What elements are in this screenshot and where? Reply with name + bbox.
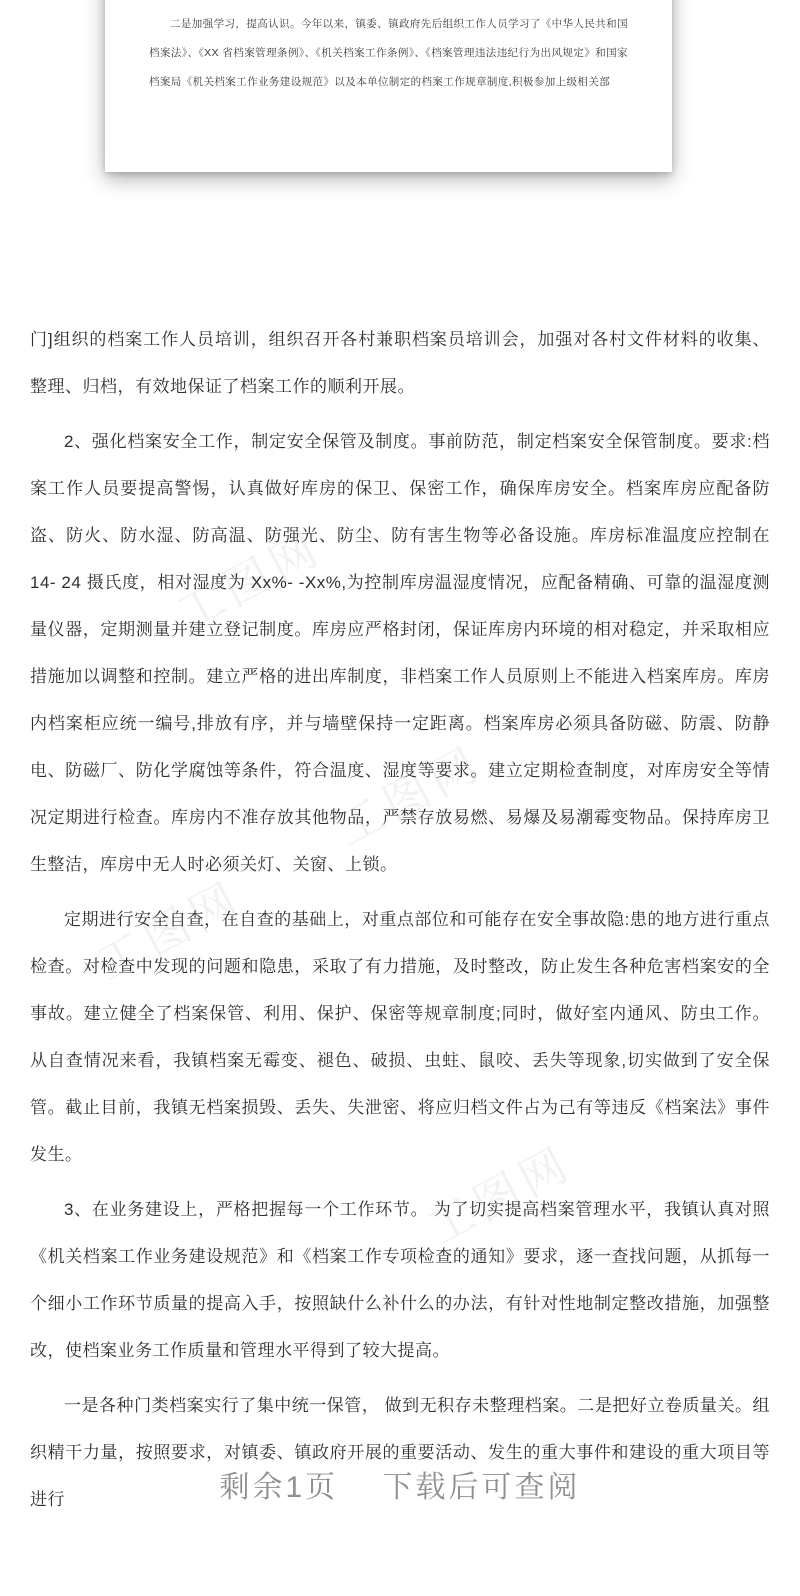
remaining-pages-text: 剩余1页 下载后可查阅 [219, 1471, 581, 1504]
site-watermark: 工图网 [168, 521, 331, 641]
preview-card-text: 二是加强学习，提高认识。今年以来，镇委、镇政府先后组织工作人员学习了《中华人民共和国档案法》、《XX 省档案管理条例》、《机关档案工作条例》、《档案管理违法违纪行为出风规定》和国家档案局《机关档案工作业务建设规范》以及本单位制定的档案工作规章制度,积极参加上级相关部 [149, 18, 628, 88]
site-watermark: 工图网 [328, 736, 491, 856]
doc-paragraph-centralized-storage: 一是各种门类档案实行了集中统一保管， 做到无积存未整理档案。二是把好立卷质量关。组织精干力量，按照要求，对镇委、镇政府开展的重要活动、发生的重大事件和建设的重大项目等进行 [30, 1396, 770, 1509]
site-watermark: 工图网 [418, 1136, 581, 1256]
doc-paragraph-continuation: 门]组织的档案工作人员培训，组织召开各村兼职档案员培训会，加强对各村文件材料的收集、整理、归档，有效地保证了档案工作的顺利开展。 [30, 330, 770, 396]
remaining-pages-notice [0, 1462, 800, 1506]
page-preview-card [105, 0, 672, 172]
doc-paragraph-business-building: 3、在业务建设上，严格把握每一个工作环节。 为了切实提高档案管理水平，我镇认真对照《机关档案工作业务建设规范》和《档案工作专项检查的通知》要求，逐一查找问题，从抓每一个细小工作环节质量的提高入手，按照缺什么补什么的办法，有针对性地制定整改措施，加强整改，使档案业务工作质量和管理水平得到了较大提高。 [30, 1200, 770, 1360]
doc-paragraph-safety-management: 2、强化档案安全工作，制定安全保管及制度。事前防范，制定档案安全保管制度。要求:档案工作人员要提高警惕，认真做好库房的保卫、保密工作，确保库房安全。档案库房应配备防盗、防火、防水湿、防高温、防强光、防尘、防有害生物等必备设施。库房标准温度应控制在 14- 24 摄氏度，相对湿度为 Xx%- -Xx%,为控制库房温湿度情况，应配备精确、可靠的温湿度测量仪器，定期测量并建立登记制度。库房应严格封闭，保证库房内环境的相对稳定，并采取相应措施加以调整和控制。建立严格的进出库制度，非档案工作人员原则上不能进入档案库房。库房内档案柜应统一编号,排放有序，并与墙壁保持一定距离。档案库房必须具备防磁、防震、防静电、防磁厂、防化学腐蚀等条件，符合温度、湿度等要求。建立定期检查制度，对库房安全等情况定期进行检查。库房内不准存放其他物品，严禁存放易燃、易爆及易潮霉变物品。保持库房卫生整洁，库房中无人时必须关灯、关窗、上锁。 [30, 432, 770, 874]
site-watermark: 工图网 [88, 871, 251, 991]
doc-paragraph-self-inspection: 定期进行安全自查，在自查的基础上，对重点部位和可能存在安全事故隐:患的地方进行重点检查。对检查中发现的问题和隐患，采取了有力措施，及时整改，防止发生各种危害档案安的全事故。建立健全了档案保管、利用、保护、保密等规章制度;同时，做好室内通风、防虫工作。从自查情况来看，我镇档案无霉变、褪色、破损、虫蛀、鼠咬、丢失等现象,切实做到了安全保管。截止目前，我镇无档案损毁、丢失、失泄密、将应归档文件占为己有等违反《档案法》事件发生。 [30, 910, 770, 1164]
document-body [30, 316, 770, 1531]
